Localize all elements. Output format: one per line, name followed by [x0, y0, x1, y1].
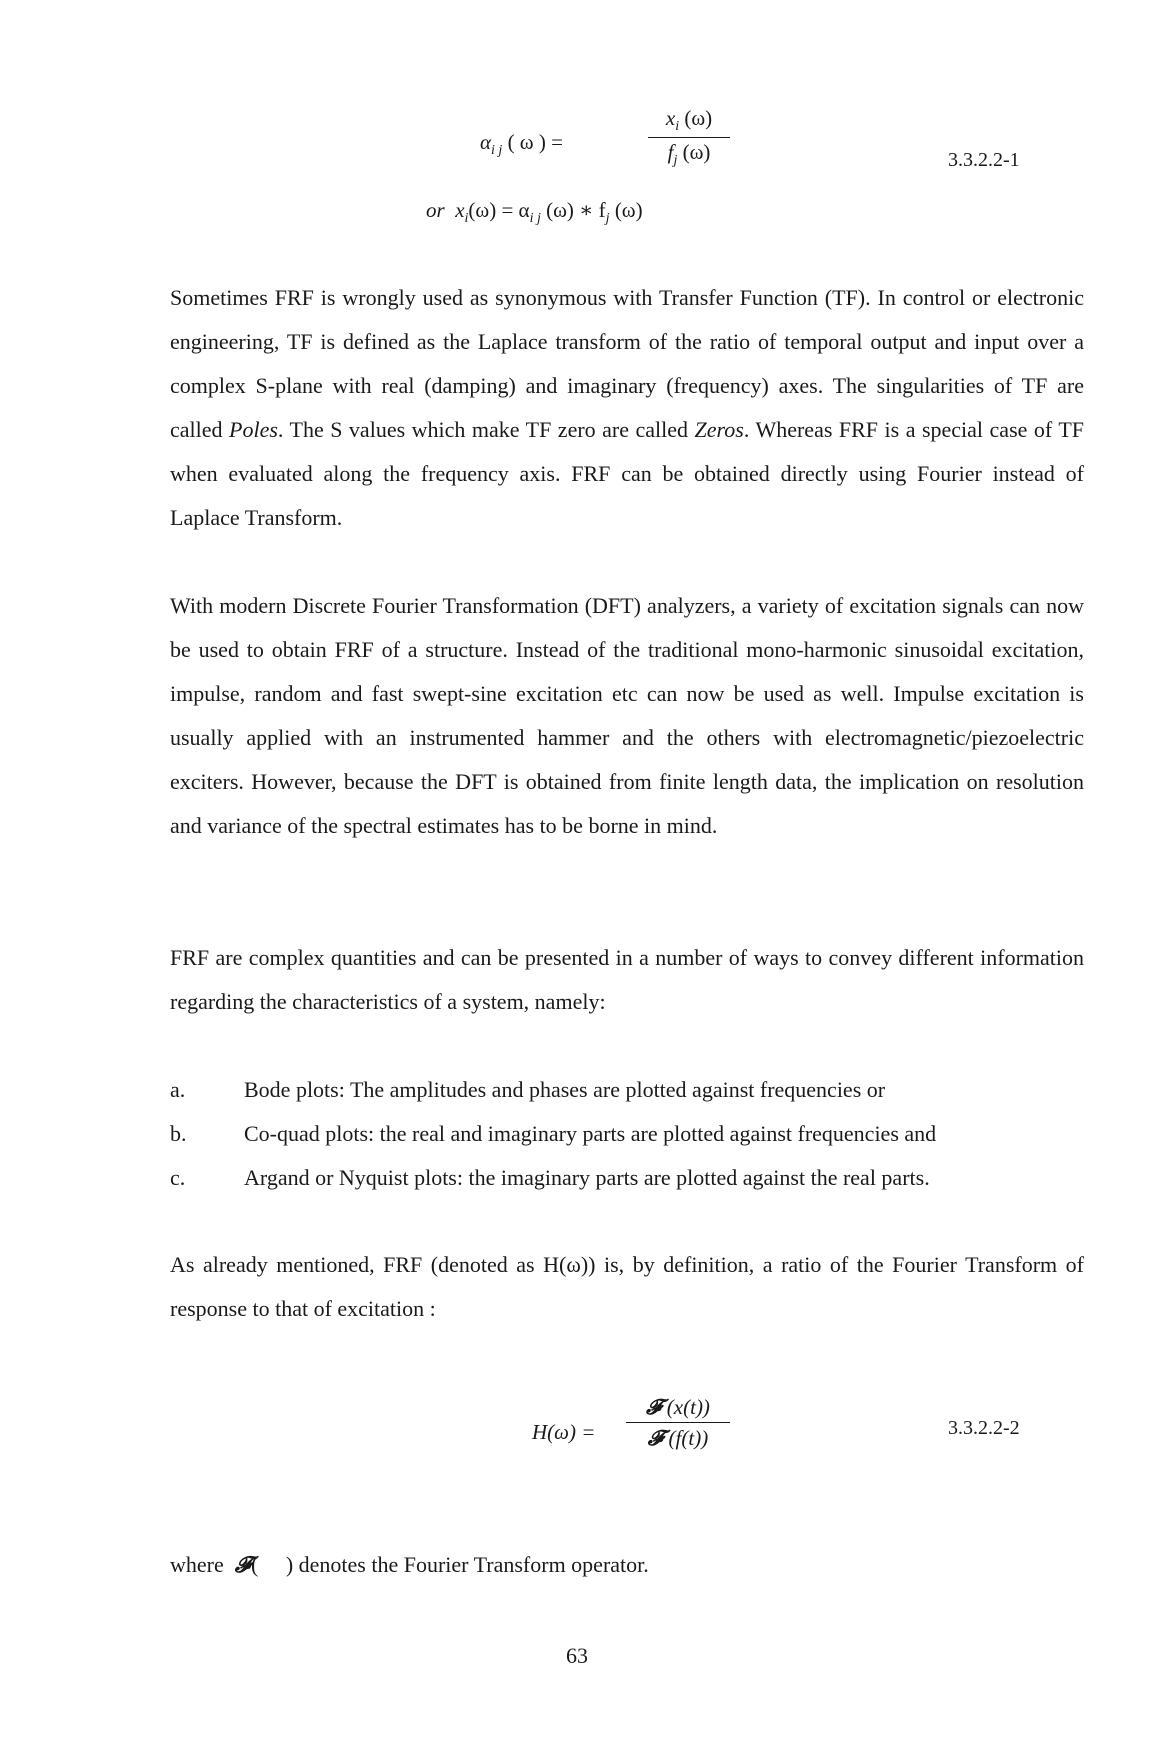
plot-types-list [170, 1068, 1084, 1200]
equation-1-fraction [648, 106, 730, 169]
paragraph-frf-presentation: FRF are complex quantities and can be presented in a number of ways to convey different information regarding the characteristics of a system, namely: [170, 945, 1084, 1014]
list-item [170, 1112, 1084, 1156]
list-item [170, 1068, 1084, 1112]
equation-1-lhs: $\alpha_{i j}$ ( ω ) = [480, 130, 563, 159]
list-item [170, 1156, 1084, 1200]
equation-2-lhs: H(ω) = [532, 1420, 596, 1444]
equation-1-numerator: $x_i$ (ω) [665, 106, 713, 135]
list-marker: a. [170, 1077, 186, 1102]
fraction-bar [626, 1422, 730, 1423]
list-marker: c. [170, 1165, 186, 1190]
paragraph-dft-analyzers: With modern Discrete Fourier Transformation (DFT) analyzers, a variety of excitation signals can now be used to obtain FRF of a structure. Instead of the traditional mono-harmonic sinusoidal excitation, impulse, random and fast swept-sine excitation etc can now be used as well. Impulse excitation is usually applied with an instrumented hammer and the others with electromagnetic/piezoelectric exciters. However, because the DFT is obtained from finite length data, the implication on resolution and variance of the spectral estimates has to be borne in mind. [170, 593, 1084, 838]
equation-2-fraction [626, 1394, 730, 1451]
list-item-text: Argand or Nyquist plots: the imaginary parts are plotted against the real parts. [244, 1165, 930, 1190]
equation-2-denominator: 𝓕 (f(t)) [647, 1425, 709, 1450]
paragraph-frf-vs-tf: Sometimes FRF is wrongly used as synonymous with Transfer Function (TF). In control or electronic engineering, TF is defined as the Laplace transform of the ratio of temporal output and input over a complex S-plane with real (damping) and imaginary (frequency) axes. The singularities of TF are called Poles. The S values which make TF zero are called Zeros. Whereas FRF is a special case of TF when evaluated along the frequency axis. FRF can be obtained directly using Fourier instead of Laplace Transform. [170, 285, 1084, 530]
equation-2-number: 3.3.2.2-2 [948, 1417, 1020, 1439]
paragraph-frf-definition: As already mentioned, FRF (denoted as H(ω)) is, by definition, a ratio of the Fourier Transform of response to that of excitation : [170, 1252, 1084, 1321]
equation-2-numerator: 𝓕 (x(t)) [646, 1394, 710, 1419]
list-item-text: Bode plots: The amplitudes and phases are plotted against frequencies or [244, 1077, 886, 1102]
equation-1-denominator: $f_j$ (ω) [667, 140, 711, 169]
equation-1-alternative: or $x_i(\omega) = \alpha_{i j}$ (ω) ∗ $f_j$ (ω) [426, 198, 643, 227]
list-marker: b. [170, 1121, 187, 1146]
equation-2 [532, 1384, 772, 1494]
equation-1-number: 3.3.2.2-1 [948, 149, 1020, 171]
page-number: 63 [566, 1643, 588, 1668]
operator-definition: where 𝓕( ) denotes the Fourier Transform operator. [170, 1552, 649, 1578]
list-item-text: Co-quad plots: the real and imaginary parts are plotted against frequencies and [244, 1121, 937, 1146]
equation-1 [426, 92, 780, 272]
fraction-bar [648, 137, 730, 138]
